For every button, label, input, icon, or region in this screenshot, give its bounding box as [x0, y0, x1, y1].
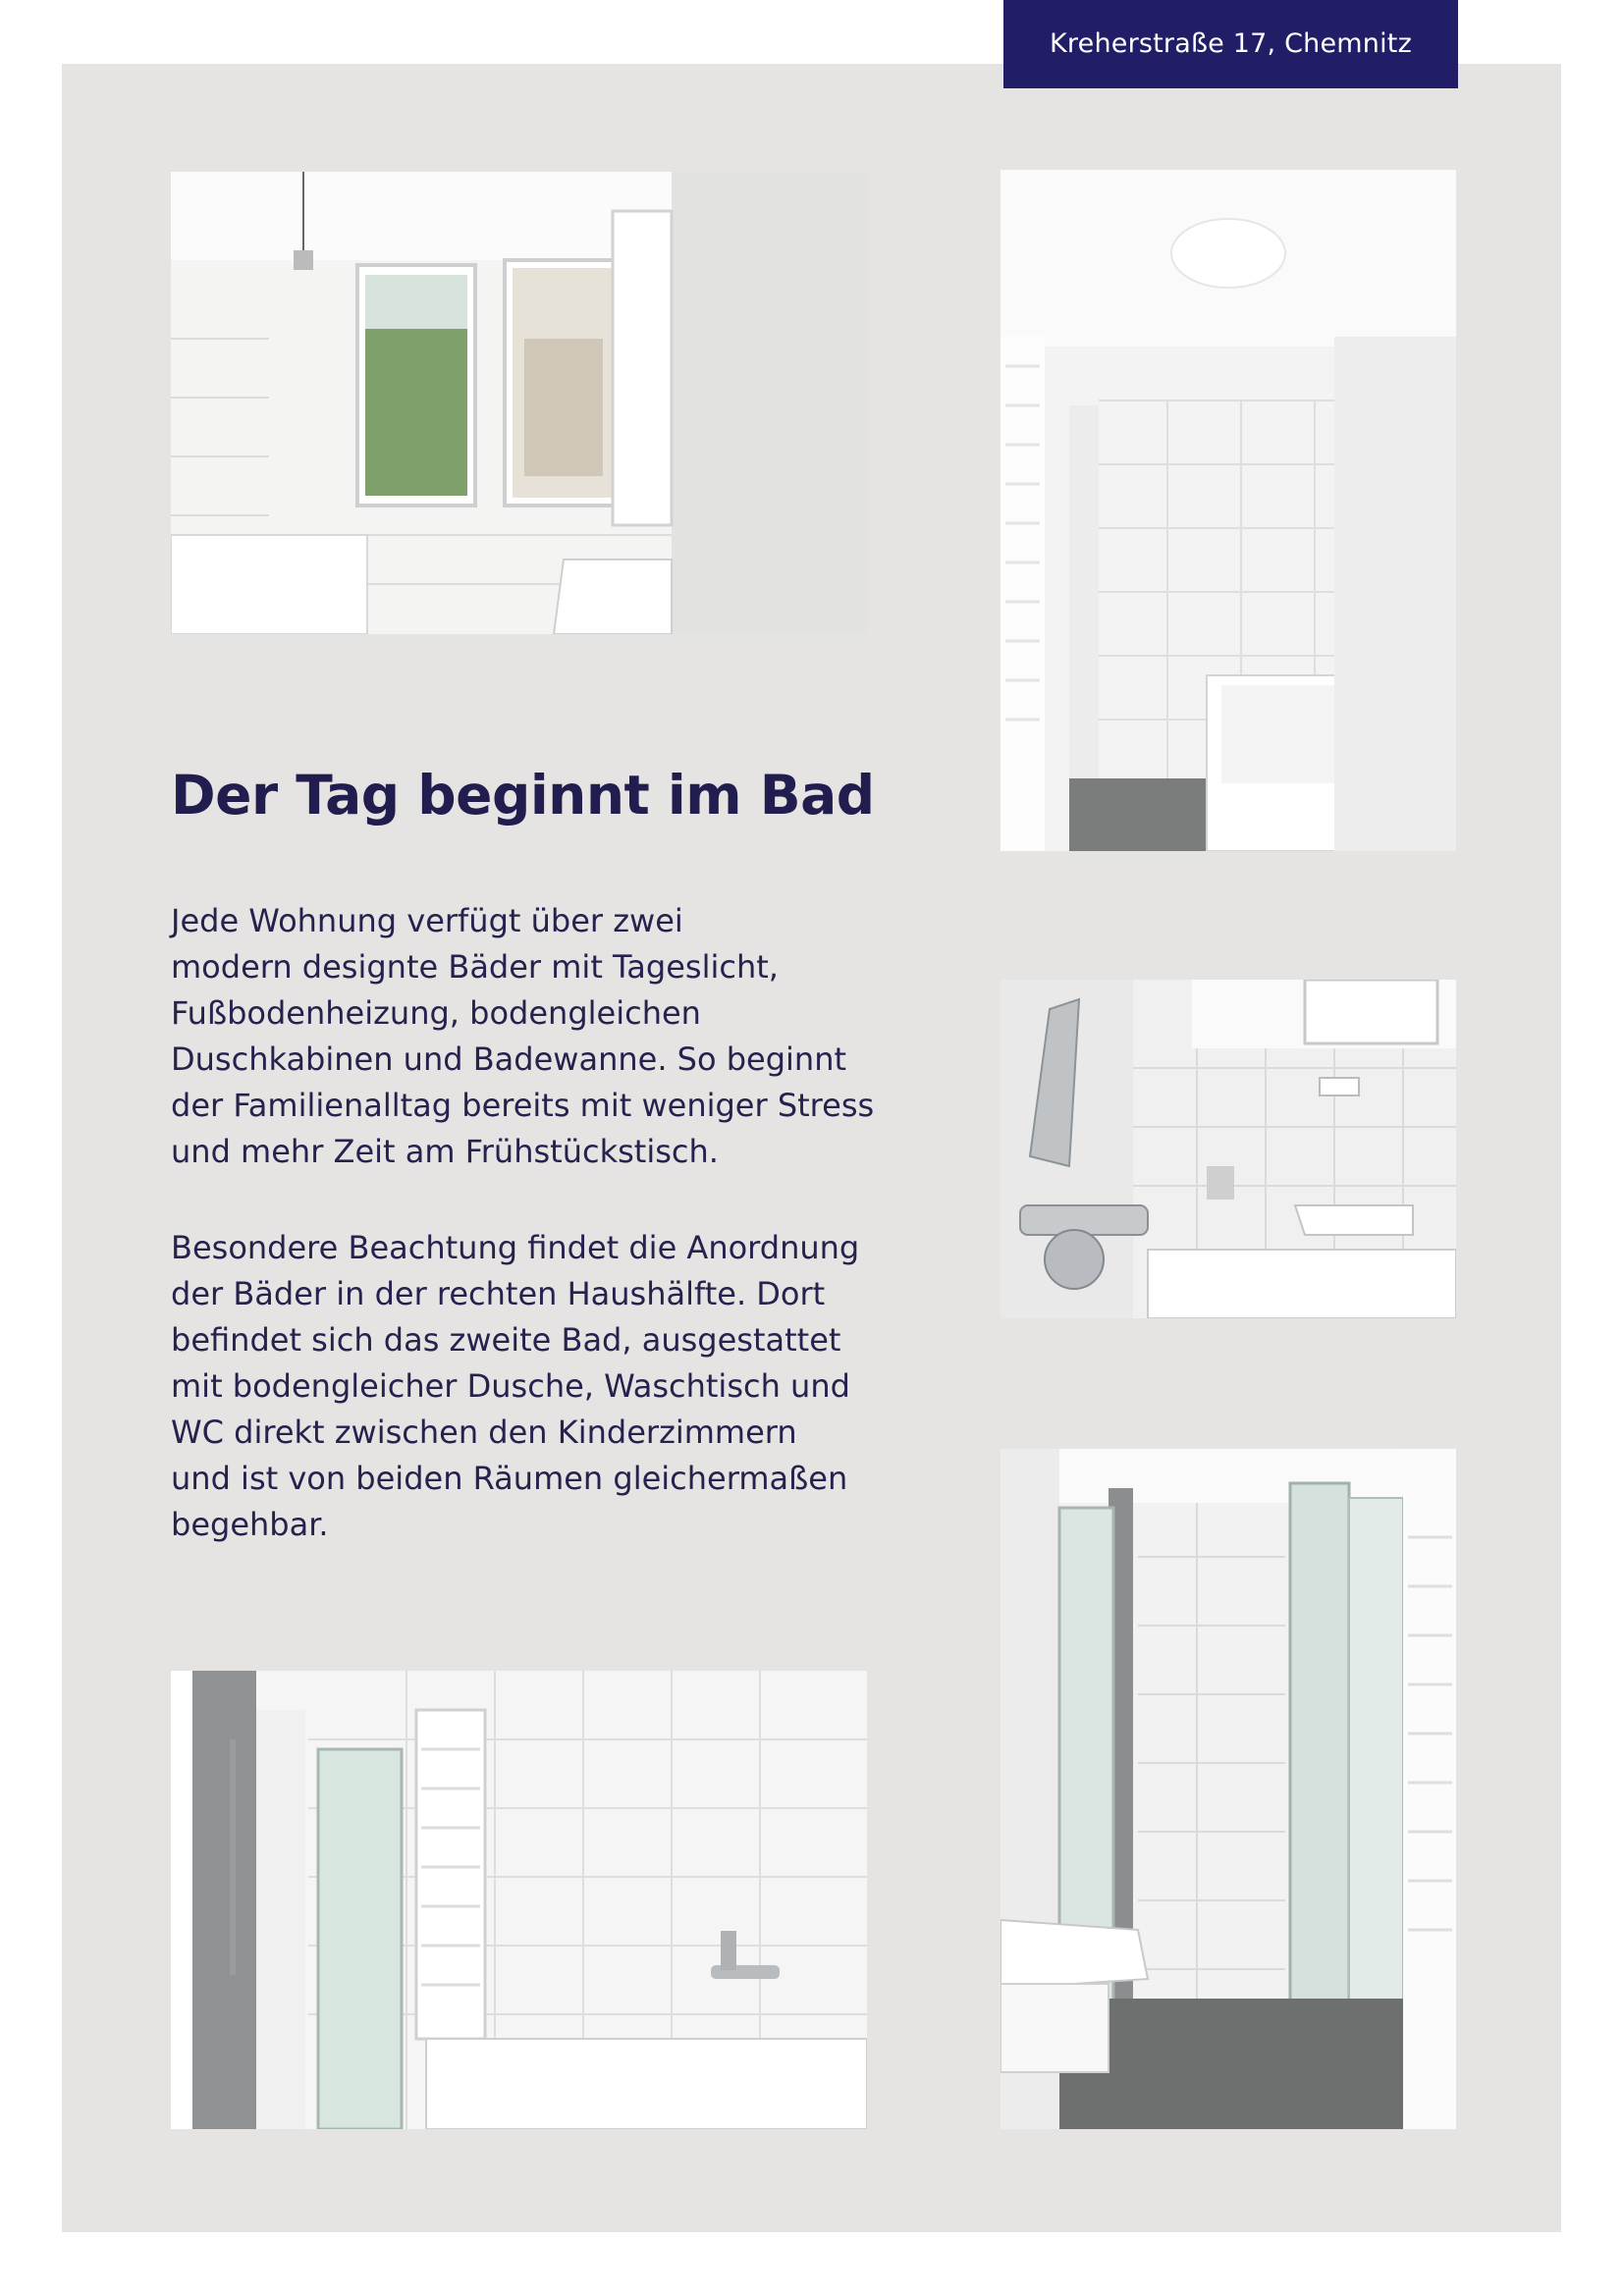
bathroom-windows-image — [171, 172, 867, 634]
section-title: Der Tag beginnt im Bad — [171, 764, 875, 827]
bathtub-faucet-image — [1001, 980, 1456, 1318]
shower-bathtub-image — [171, 1671, 867, 2129]
bathroom-bathtub-image — [1001, 170, 1456, 851]
photo-shower-wc — [1001, 1449, 1456, 2129]
shower-wc-image — [1001, 1449, 1456, 2129]
photo-bathroom-bathtub — [1001, 170, 1456, 851]
photo-bathroom-windows — [171, 172, 867, 634]
photo-bathtub-faucet — [1001, 980, 1456, 1318]
body-paragraph-2: Besondere Beachtung findet die Anordnung der Bäder in der rechten Haushälfte. Dort befindet sich das zweite Bad, ausgestattet mit bodengleicher Dusche, Waschtisch und WC direkt zwischen den Kinderzimmern und ist von beiden Räumen gleichermaßen begehbar. — [171, 1229, 860, 1543]
body-paragraph-1: Jede Wohnung verfügt über zwei modern designte Bäder mit Tageslicht, Fußbodenheizung, bodengleichen Duschkabinen und Badewanne. So beginnt der Familienalltag bereits mit weniger Stress und mehr Zeit am Frühstückstisch. — [171, 902, 875, 1170]
photo-shower-bathtub — [171, 1671, 867, 2129]
address-tab: Kreherstraße 17, Chemnitz — [1003, 0, 1458, 88]
